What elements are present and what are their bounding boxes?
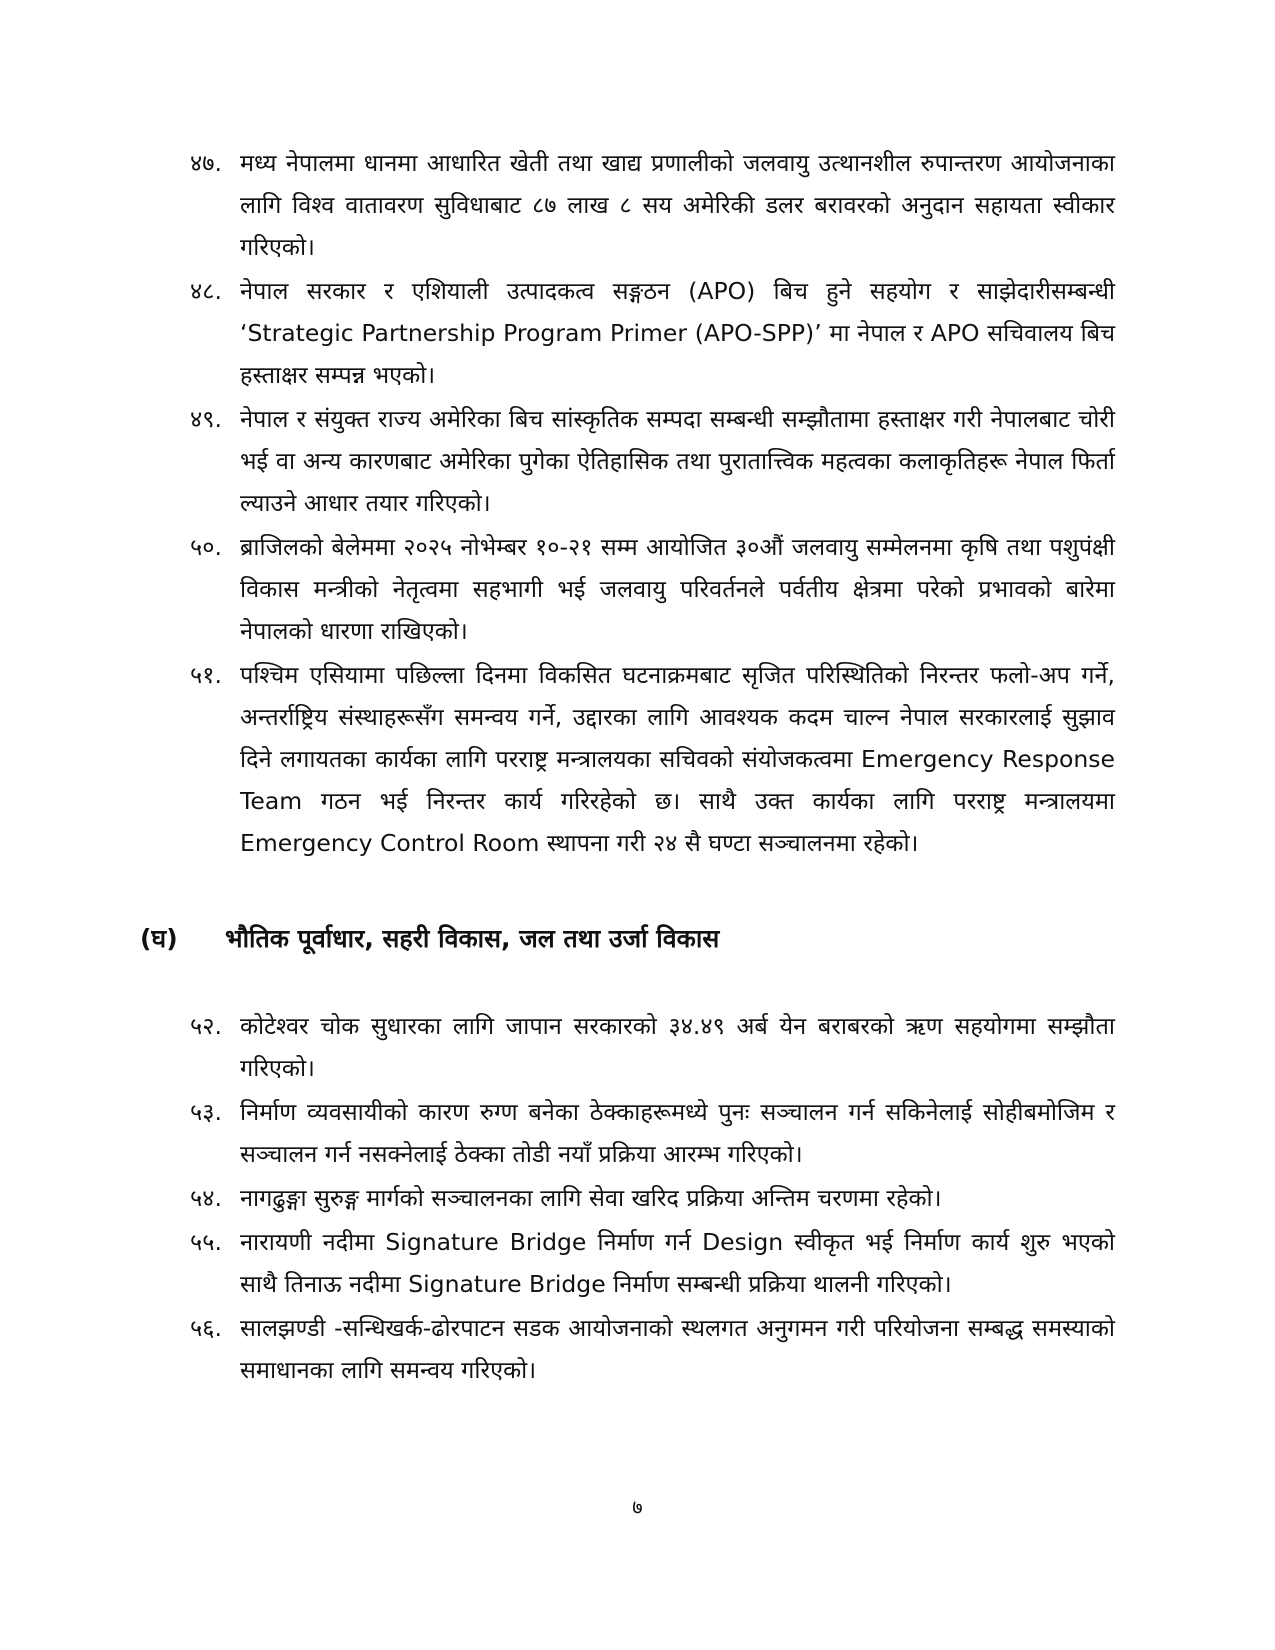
item-number: ४८. [190, 277, 222, 305]
list-item [190, 1091, 1115, 1175]
item-number: ५१. [190, 661, 222, 689]
item-text: नारायणी नदीमा Signature Bridge निर्माण गर्न Design स्वीकृत भई निर्माण कार्य शुरु भएको साथै तिनाऊ नदीमा Signature Bridge निर्माण सम्बन्धी प्रक्रिया थालनी गरिएको। [240, 1228, 1115, 1298]
section-title: भौतिक पूर्वाधार, सहरी विकास, जल तथा उर्जा विकास [225, 924, 720, 953]
section-heading [140, 918, 719, 960]
item-text: सालझण्डी -सन्धिखर्क-ढोरपाटन सडक आयोजनाको स्थलगत अनुगमन गरी परियोजना सम्बद्ध समस्याको समाधानका लागि समन्वय गरिएको। [240, 1314, 1115, 1384]
list-item [190, 1177, 1115, 1219]
list-item [190, 526, 1115, 652]
item-number: ५६. [190, 1314, 222, 1342]
list-item [190, 142, 1115, 268]
list-item [190, 1005, 1115, 1089]
item-number: ५२. [190, 1012, 222, 1040]
list-item [190, 270, 1115, 396]
item-number: ५४. [190, 1184, 222, 1212]
item-text: कोटेश्वर चोक सुधारका लागि जापान सरकारको ३४.४९ अर्ब येन बराबरको ऋण सहयोगमा सम्झौता गरिएको। [240, 1012, 1115, 1082]
item-text: मध्य नेपालमा धानमा आधारित खेती तथा खाद्य प्रणालीको जलवायु उत्थानशील रुपान्तरण आयोजनाका लागि विश्व वातावरण सुविधाबाट ८७ लाख ८ सय अमेरिकी डलर बरावरको अनुदान सहायता स्वीकार गरिएको। [240, 149, 1115, 261]
item-number: ४७. [190, 149, 222, 177]
list-item [190, 654, 1115, 864]
page-number: ७ [632, 1495, 643, 1519]
list-item [190, 398, 1115, 524]
numbered-list-section-2 [190, 1005, 1115, 1393]
numbered-list-section-1 [190, 142, 1115, 866]
item-number: ५५. [190, 1228, 222, 1256]
section-marker: (घ) [140, 924, 178, 953]
item-number: ५३. [190, 1098, 222, 1126]
item-text: निर्माण व्यवसायीको कारण रुग्ण बनेका ठेक्काहरूमध्ये पुनः सञ्चालन गर्न सकिनेलाई सोहीबमोजिम र सञ्चालन गर्न नसक्नेलाई ठेक्का तोडी नयाँ प्रक्रिया आरम्भ गरिएको। [240, 1098, 1115, 1168]
list-item [190, 1221, 1115, 1305]
item-text: नागढुङ्गा सुरुङ्ग मार्गको सञ्चालनका लागि सेवा खरिद प्रक्रिया अन्तिम चरणमा रहेको। [240, 1184, 942, 1212]
item-text: ब्राजिलको बेलेममा २०२५ नोभेम्बर १०-२१ सम्म आयोजित ३०औं जलवायु सम्मेलनमा कृषि तथा पशुपंक्षी विकास मन्त्रीको नेतृत्वमा सहभागी भई जलवायु परिवर्तनले पर्वतीय क्षेत्रमा परेको प्रभावको बारेमा नेपालको धारणा राखिएको। [240, 533, 1115, 645]
item-number: ४९. [190, 405, 222, 433]
item-number: ५०. [190, 533, 222, 561]
item-text: नेपाल र संयुक्त राज्य अमेरिका बिच सांस्कृतिक सम्पदा सम्बन्धी सम्झौतामा हस्ताक्षर गरी नेपालबाट चोरी भई वा अन्य कारणबाट अमेरिका पुगेका ऐतिहासिक तथा पुरातात्त्विक महत्वका कलाकृतिहरू नेपाल फिर्ता ल्याउने आधार तयार गरिएको। [240, 405, 1115, 517]
list-item [190, 1307, 1115, 1391]
item-text: नेपाल सरकार र एशियाली उत्पादकत्व सङ्गठन (APO) बिच हुने सहयोग र साझेदारीसम्बन्धी ‘Strategic Partnership Program Primer (APO-SPP)’ मा नेपाल र APO सचिवालय बिच हस्ताक्षर सम्पन्न भएको। [240, 277, 1115, 389]
item-text: पश्चिम एसियामा पछिल्ला दिनमा विकसित घटनाक्रमबाट सृजित परिस्थितिको निरन्तर फलो-अप गर्ने, अन्तर्राष्ट्रिय संस्थाहरूसँग समन्वय गर्ने, उद्दारका लागि आवश्यक कदम चाल्न नेपाल सरकारलाई सुझाव दिने लगायतका कार्यका लागि परराष्ट्र मन्त्रालयका सचिवको संयोजकत्वमा Emergency Response Team गठन भई निरन्तर कार्य गरिरहेको छ। साथै उक्त कार्यका लागि परराष्ट्र मन्त्रालयमा Emergency Control Room स्थापना गरी २४ सै घण्टा सञ्चालनमा रहेको। [240, 661, 1115, 857]
